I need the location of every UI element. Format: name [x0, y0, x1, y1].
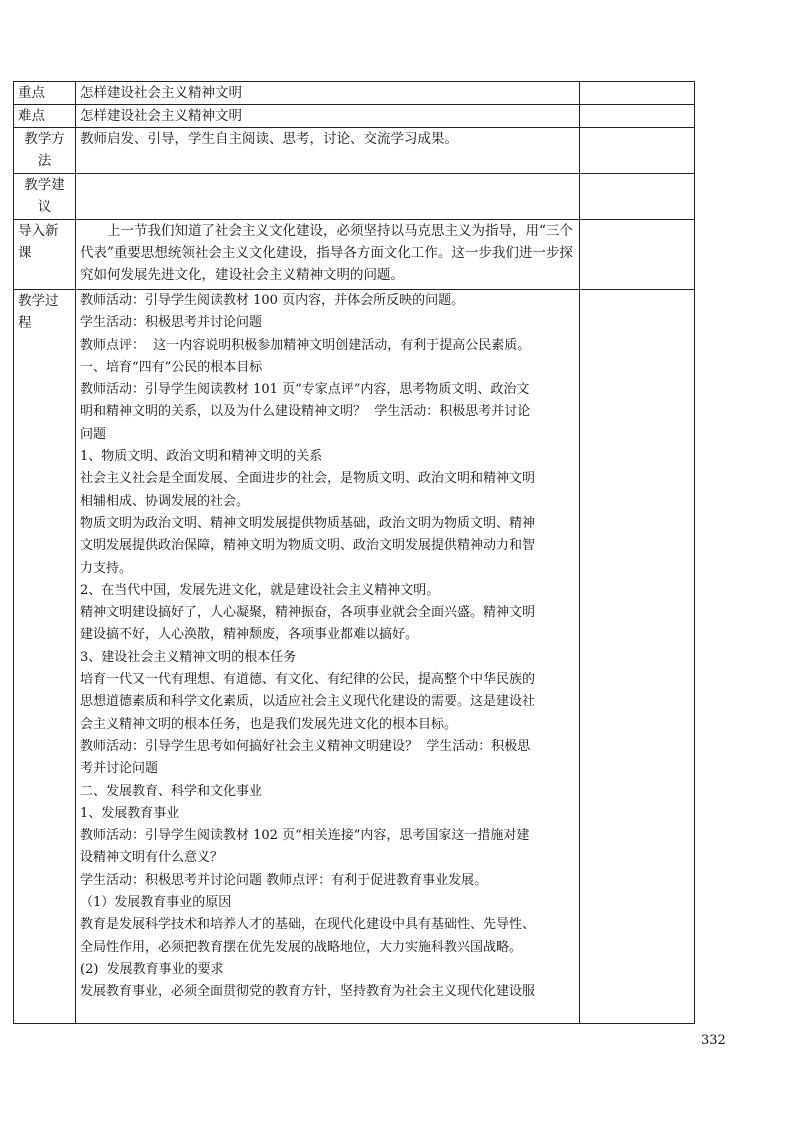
suggestions-label-line1: 教学建	[24, 177, 65, 193]
process-line: 力支持。	[80, 560, 133, 576]
process-line: 设精神文明有什么意义？	[80, 850, 224, 866]
process-line: 1、发展教育事业	[80, 805, 180, 821]
methods-extra-cell	[580, 128, 695, 174]
process-line: 相辅相成、协调发展的社会。	[80, 493, 250, 509]
process-line: (2) 发展教育事业的要求	[80, 961, 224, 977]
process-label-line1: 教学过	[18, 293, 59, 309]
process-line: 学生活动：积极思考并讨论问题 教师点评：有利于促进教育事业发展。	[80, 872, 488, 888]
process-line: 物质文明为政治文明、精神文明发展提供物质基础，政治文明为物质文明、精神	[80, 515, 536, 531]
key-point-content: 怎样建设社会主义精神文明	[80, 85, 242, 101]
introduction-label-line1: 导入新	[18, 223, 59, 239]
difficult-point-label: 难点	[18, 108, 45, 124]
process-label-line2: 程	[18, 315, 32, 331]
introduction-extra-cell	[580, 220, 695, 290]
methods-label-line1: 教学方	[24, 131, 65, 147]
row-methods	[14, 128, 695, 174]
row-process	[14, 290, 695, 1024]
process-line: 教师点评： 这一内容说明积极参加精神文明创建活动，有利于提高公民素质。	[80, 337, 531, 353]
lesson-plan-table	[13, 81, 695, 1024]
process-line: （1）发展教育事业的原因	[80, 895, 232, 911]
process-line: 文明发展提供政治保障，精神文明为物质文明、政治文明发展提供精神动力和智	[80, 538, 536, 554]
methods-label-line2: 法	[37, 153, 52, 169]
introduction-content: 上一节我们知道了社会主义文化建设，必须坚持以马克思主义为指导，用“三个代表”重要思想统领社会主义文化建设，指导各方面文化工作。这一步我们进一步探究如何发展先进文化，建设社会主义精神文明的问题。	[80, 223, 573, 283]
row-key-point	[14, 82, 695, 105]
row-suggestions	[14, 174, 695, 220]
process-line: 二、发展教育、科学和文化事业	[80, 783, 263, 799]
process-line: 一、培育“四有”公民的根本目标	[80, 359, 263, 375]
process-line: 社会主义社会是全面发展、全面进步的社会，是物质文明、政治文明和精神文明	[80, 471, 536, 487]
process-line: 2、在当代中国，发展先进文化，就是建设社会主义精神文明。	[80, 582, 440, 598]
key-point-label: 重点	[18, 85, 45, 101]
process-line: 培育一代又一代有理想、有道德、有文化、有纪律的公民，提高整个中华民族的	[80, 672, 536, 688]
process-line: 建设搞不好，人心涣散，精神颓废，各项事业都难以搞好。	[80, 627, 419, 643]
process-line: 教育是发展科学技术和培养人才的基础，在现代化建设中具有基础性、先导性、	[80, 917, 536, 933]
process-line: 思想道德素质和科学文化素质，以适应社会主义现代化建设的需要。这是建设社	[80, 694, 536, 710]
process-line: 问题	[80, 426, 107, 442]
process-line: 1、物质文明、政治文明和精神文明的关系	[80, 449, 323, 465]
process-content	[76, 290, 580, 1024]
key-point-extra-cell	[580, 82, 695, 105]
page-number: 332	[701, 1033, 726, 1048]
process-line: 教师活动：引导学生思考如何搞好社会主义精神文明建设？ 学生活动：积极思	[80, 738, 531, 754]
process-extra-cell	[580, 290, 695, 1024]
suggestions-extra-cell	[580, 174, 695, 220]
process-line: 3、建设社会主义精神文明的根本任务	[80, 649, 297, 665]
process-line: 发展教育事业，必须全面贯彻党的教育方针，坚持教育为社会主义现代化建设服	[80, 984, 536, 1000]
row-difficult-point	[14, 105, 695, 128]
suggestions-label-line2: 议	[37, 199, 52, 215]
process-line: 会主义精神文明的根本任务，也是我们发展先进文化的根本目标。	[80, 716, 458, 732]
process-line: 考并讨论问题	[80, 761, 159, 777]
process-line: 教师活动：引导学生阅读教材 102 页“相关连接”内容，思考国家这一措施对建	[80, 828, 530, 844]
process-line: 教师活动：引导学生阅读教材 101 页“专家点评”内容，思考物质文明、政治文	[80, 382, 530, 398]
methods-content: 教师启发、引导，学生自主阅读、思考，讨论、交流学习成果。	[80, 131, 458, 147]
process-line: 精神文明建设搞好了，人心凝聚，精神振奋，各项事业就会全面兴盛。精神文明	[80, 605, 536, 621]
row-introduction	[14, 220, 695, 290]
process-line: 明和精神文明的关系，以及为什么建设精神文明？ 学生活动：积极思考并讨论	[80, 404, 531, 420]
introduction-label-line2: 课	[18, 245, 32, 261]
difficult-point-content: 怎样建设社会主义精神文明	[80, 108, 242, 124]
process-line: 学生活动：积极思考并讨论问题	[80, 315, 263, 331]
process-line: 全局性作用，必须把教育摆在优先发展的战略地位，大力实施科教兴国战略。	[80, 939, 523, 955]
process-line: 教师活动：引导学生阅读教材 100 页内容，并体会所反映的问题。	[80, 293, 465, 308]
difficult-point-extra-cell	[580, 105, 695, 128]
